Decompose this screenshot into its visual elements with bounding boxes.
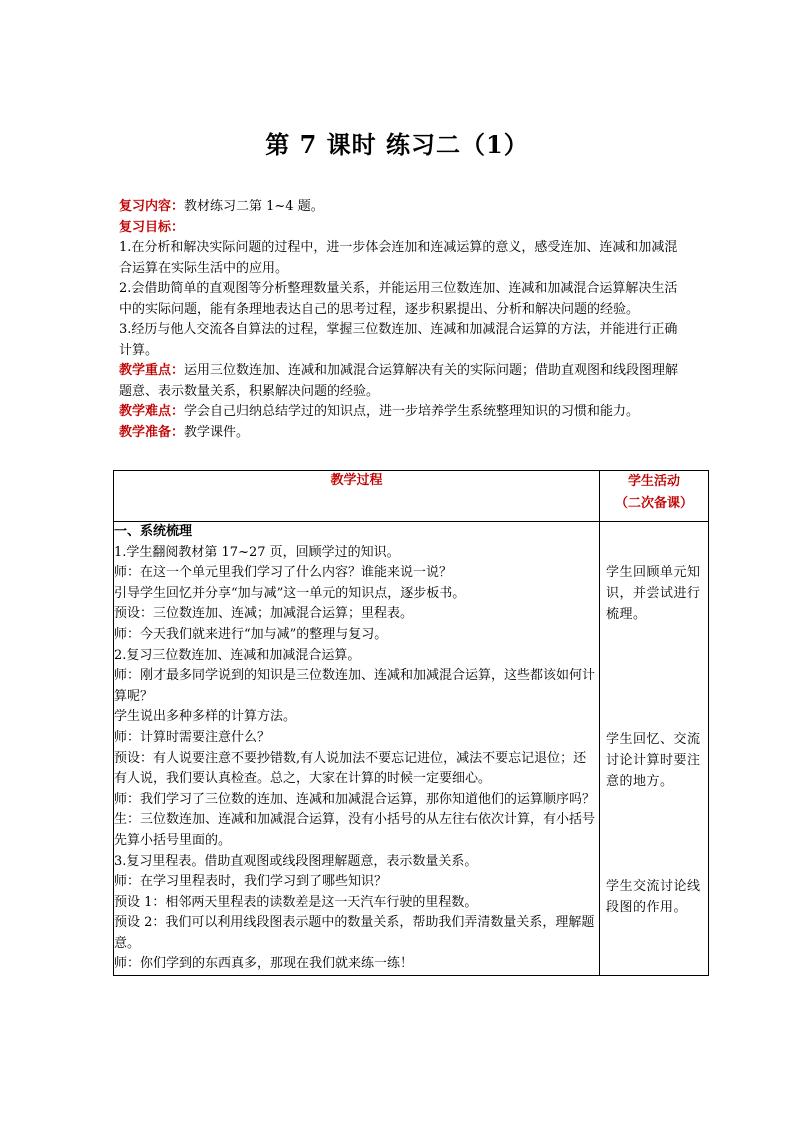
process-line: 引导学生回忆并分享“加与减”这一单元的知识点，逐步板书。: [114, 585, 466, 601]
preparation-text: 教学课件。: [184, 424, 250, 440]
header-process: 教学过程: [114, 471, 600, 522]
process-line: 预设：三位数连加、连减；加减混合运算；里程表。: [114, 606, 414, 622]
review-content-text: 教材练习二第 1~4 题。: [184, 199, 324, 214]
difficulty-text: 学会自己归纳总结学过的知识点，进一步培养学生系统整理知识的习惯和能力。: [184, 404, 640, 419]
process-line: 3.复习里程表。借助直观图或线段图理解题意，表示数量关系。: [114, 853, 478, 869]
process-line: 1.学生翻阅教材第 17~27 页，回顾学过的知识。: [114, 544, 400, 560]
objectives-label: 复习目标：: [119, 219, 185, 235]
difficulty: [119, 402, 689, 423]
difficulty-label: 教学难点：: [119, 404, 185, 419]
process-line: 师：刚才最多同学说到的知识是三位数连加、连减和加减混合运算，这些都该如何计算呢？: [114, 668, 596, 704]
key-point-label: 教学重点：: [119, 363, 185, 378]
header-activity-line1: 学生活动: [627, 474, 680, 489]
process-line: 生：三位数连加、连减和加减混合运算，没有小括号的从左往右依次计算，有小括号先算小括号里面的。: [114, 812, 596, 848]
process-line: 师：今天我们就来进行“加与减”的整理与复习。: [114, 626, 388, 642]
table-body-row: [114, 522, 709, 976]
header-activity: [600, 471, 709, 522]
objective-item: 2.会借助简单的直观图等分析整理数量关系，并能运用三位数连加、连减和加减混合运算解决生活中的实际问题，能有条理地表达自己的思考过程，逐步积累提出、分析和解决问题的经验。: [119, 281, 678, 317]
process-line: 师：在这一个单元里我们学习了什么内容？谁能来说一说？: [114, 565, 453, 581]
preparation: [119, 423, 689, 444]
process-cell: [114, 522, 600, 976]
process-line: 师：计算时需要注意什么？: [114, 729, 271, 745]
objective-item: 3.经历与他人交流各自算法的过程，掌握三位数连加、连减和加减混合运算的方法，并能进行正确计算。: [119, 322, 678, 358]
objective-item: 1.在分析和解决实际问题的过程中，进一步体会连加和连减运算的意义，感受连加、连减和加减混合运算在实际生活中的应用。: [119, 240, 678, 276]
key-point: [119, 361, 689, 402]
process-line: 预设 1：相邻两天里程表的读数差是这一天汽车行驶的里程数。: [114, 894, 478, 910]
process-line: 学生说出多种多样的计算方法。: [114, 709, 297, 725]
header-activity-line2: （二次备课）: [614, 496, 693, 511]
lesson-intro: [119, 197, 689, 443]
lesson-table: [113, 470, 709, 976]
lesson-title: 第 7 课时 练习二（1）: [265, 130, 529, 159]
preparation-label: 教学准备：: [119, 424, 185, 440]
activity-note: 学生回顾单元知识，并尝试进行梳理。: [606, 565, 701, 622]
key-point-text: 运用三位数连加、连减和加减混合运算解决有关的实际问题；借助直观图和线段图理解题意、表示数量关系，积累解决问题的经验。: [119, 363, 679, 399]
process-line: 师：我们学习了三位数的连加、连减和加减混合运算，那你知道他们的运算顺序吗？: [114, 791, 596, 807]
activity-note: 学生交流讨论线段图的作用。: [606, 879, 701, 915]
process-line: 师：在学习里程表时，我们学习到了哪些知识？: [114, 874, 388, 890]
activity-cell: [600, 522, 709, 976]
activity-note: 学生回忆、交流讨论计算时要注意的地方。: [606, 732, 701, 789]
review-content: [119, 197, 689, 218]
process-line: 2.复习三位数连加、连减和加减混合运算。: [114, 647, 361, 663]
process-line: 预设：有人说要注意不要抄错数,有人说加法不要忘记进位，减法不要忘记退位；还有人说，我们要认真检查。总之，大家在计算的时候一定要细心。: [114, 750, 587, 787]
section-heading: 一、系统梳理: [114, 524, 193, 539]
process-line: 预设 2：我们可以利用线段图表示题中的数量关系，帮助我们弄清数量关系，理解题意。: [114, 915, 595, 951]
review-content-label: 复习内容：: [119, 199, 185, 214]
process-line: 师：你们学到的东西真多，那现在我们就来练一练！: [114, 956, 414, 972]
table-header-row: [114, 471, 709, 522]
